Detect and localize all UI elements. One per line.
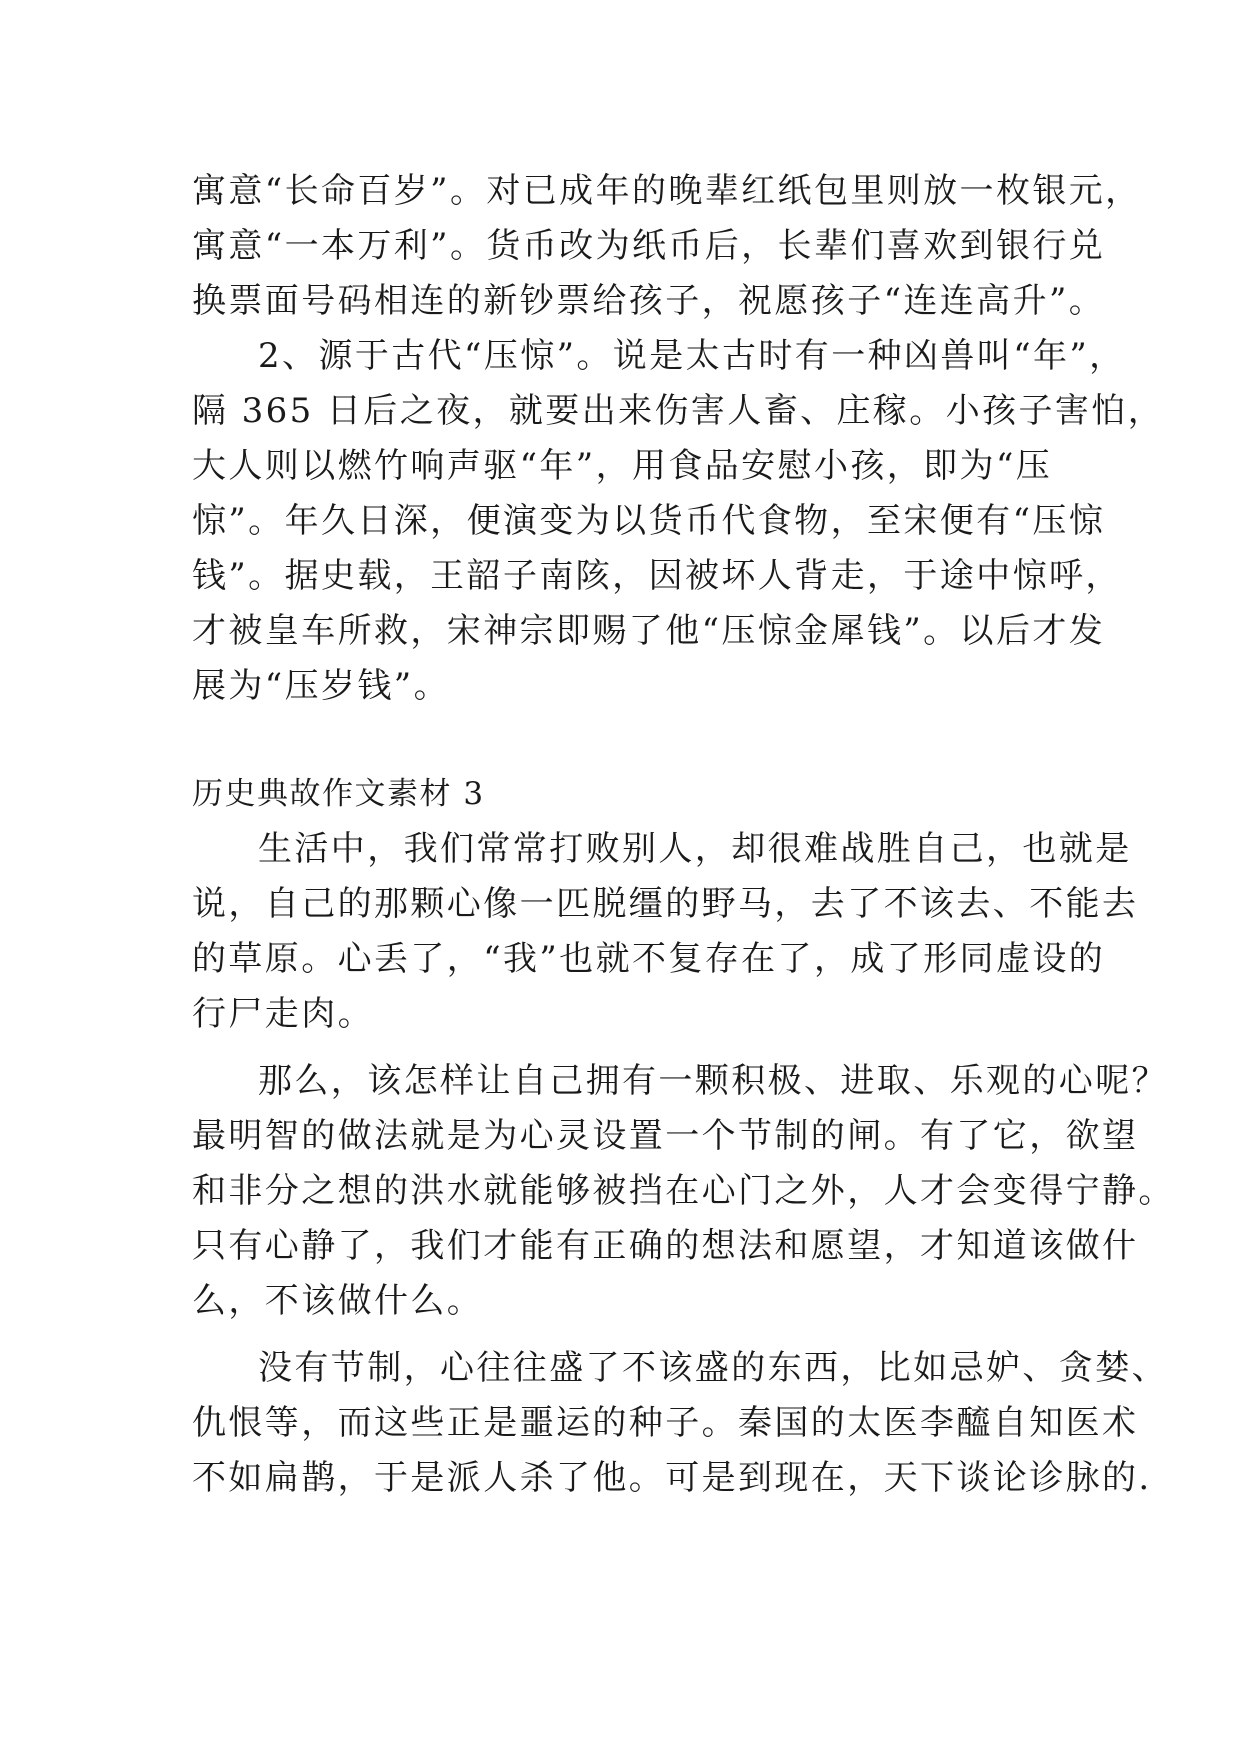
text-line: 钱”。据史载，王韶子南陔，因被坏人背走，于途中惊呼， xyxy=(192,556,1122,596)
text-line: 生活中，我们常常打败别人，却很难战胜自己，也就是 xyxy=(258,829,1132,869)
text-line: 最明智的做法就是为心灵设置一个节制的闸。有了它，欲望 xyxy=(192,1116,1139,1156)
text-line: 没有节制，心往往盛了不该盛的东西，比如忌妒、贪婪、 xyxy=(258,1348,1168,1388)
text-line: 那么，该怎样让自己拥有一颗积极、进取、乐观的心呢？ xyxy=(258,1061,1168,1101)
text-line: 才被皇车所救，宋神宗即赐了他“压惊金犀钱”。以后才发 xyxy=(192,611,1106,651)
text-line: 惊”。年久日深，便演变为以货币代食物，至宋便有“压惊 xyxy=(192,501,1106,541)
text-line: 和非分之想的洪水就能够被挡在心门之外，人才会变得宁静。 xyxy=(192,1171,1175,1211)
text-line: 隔 365 日后之夜，就要出来伤害人畜、庄稼。小孩子害怕， xyxy=(192,391,1165,431)
text-line: 只有心静了，我们才能有正确的想法和愿望，才知道该做什 xyxy=(192,1226,1139,1266)
text-line: 寓意“一本万利”。货币改为纸币后，长辈们喜欢到银行兑 xyxy=(192,226,1106,266)
text-line: 的草原。心丢了，“我”也就不复存在了，成了形同虚设的 xyxy=(192,939,1106,979)
text-line: 寓意“长命百岁”。对已成年的晚辈红纸包里则放一枚银元， xyxy=(192,171,1142,211)
text-line: 不如扁鹊，于是派人杀了他。可是到现在，天下谈论诊脉的. xyxy=(192,1458,1152,1498)
text-line: 行尸走肉。 xyxy=(192,994,374,1034)
section-heading: 历史典故作文素材 3 xyxy=(192,776,485,812)
text-line: 仇恨等，而这些正是噩运的种子。秦国的太医李醯自知医术 xyxy=(192,1403,1139,1443)
text-line: 大人则以燃竹响声驱“年”，用食品安慰小孩，即为“压 xyxy=(192,446,1053,486)
text-line: 展为“压岁钱”。 xyxy=(192,666,450,706)
text-line: 换票面号码相连的新钞票给孩子，祝愿孩子“连连高升”。 xyxy=(192,281,1106,321)
text-line: 么，不该做什么。 xyxy=(192,1281,484,1321)
text-line: 说，自己的那颗心像一匹脱缰的野马，去了不该去、不能去 xyxy=(192,884,1139,924)
text-line: 2、源于古代“压惊”。说是太古时有一种凶兽叫“年”， xyxy=(258,336,1126,376)
